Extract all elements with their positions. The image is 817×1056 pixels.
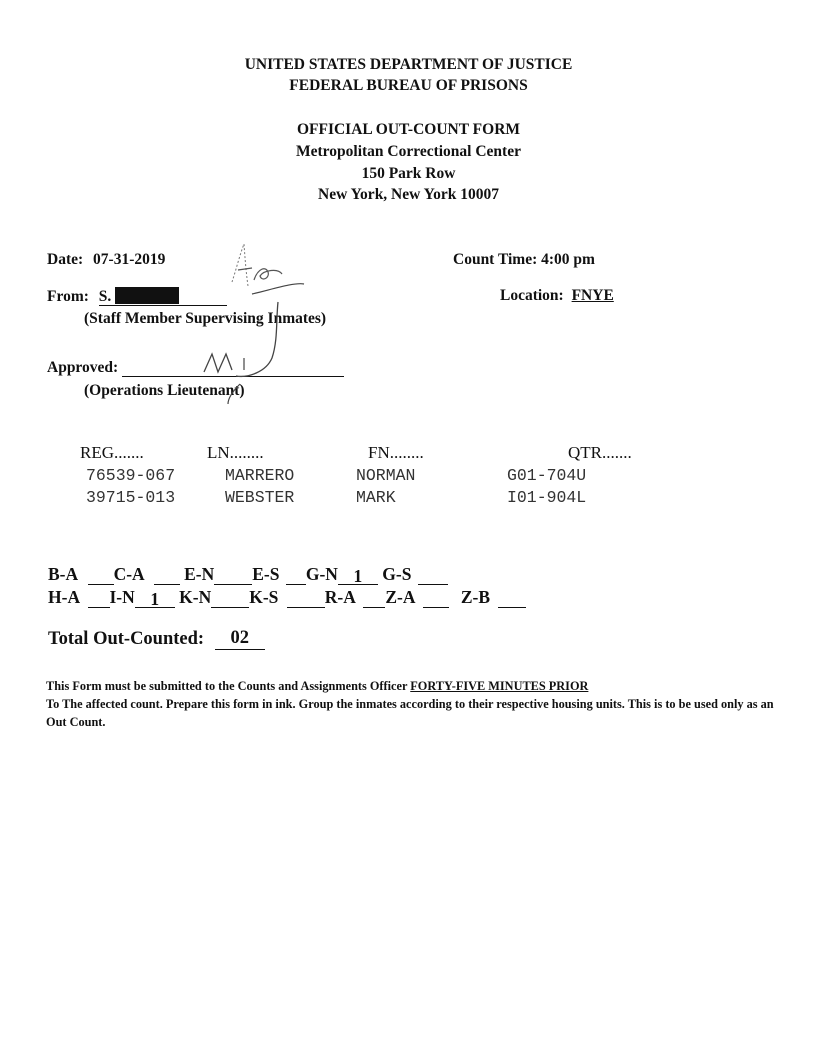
total-row bbox=[48, 628, 265, 650]
unit-label: E-S bbox=[252, 564, 280, 584]
unit-label: I-N bbox=[109, 587, 135, 607]
cell-reg: 39715-013 bbox=[86, 488, 176, 507]
from-caption: (Staff Member Supervising Inmates) bbox=[84, 310, 327, 327]
unit-label: G-N bbox=[305, 564, 338, 584]
total-value: 02 bbox=[215, 628, 265, 650]
dept-heading: UNITED STATES DEPARTMENT OF JUSTICE bbox=[244, 56, 573, 73]
cell-ln: MARRERO bbox=[225, 466, 295, 485]
unit-value bbox=[418, 566, 448, 585]
redaction-block bbox=[115, 287, 179, 304]
location-row bbox=[500, 287, 620, 305]
location-label: Location: bbox=[500, 287, 564, 304]
col-header-reg: REG....... bbox=[80, 443, 144, 462]
total-label: Total Out-Counted: bbox=[48, 629, 205, 649]
approved-label: Approved: bbox=[47, 359, 119, 376]
cell-reg: 76539-067 bbox=[86, 466, 176, 485]
cell-qtr: I01-904L bbox=[507, 488, 587, 507]
cell-ln: WEBSTER bbox=[225, 488, 295, 507]
instructions-line2: To The affected count. Prepare this form in ink. Group the inmates according to their respective housing units. This is to be used only as an Out Count. bbox=[46, 697, 774, 729]
unit-label: R-A bbox=[324, 587, 355, 607]
units-row-1 bbox=[48, 564, 448, 585]
count-time: Count Time: 4:00 pm bbox=[453, 251, 595, 268]
unit-value bbox=[286, 566, 306, 585]
approval-signature bbox=[182, 280, 322, 410]
unit-value bbox=[423, 589, 449, 608]
from-label: From: bbox=[47, 288, 89, 305]
units-row-2 bbox=[48, 587, 526, 608]
instructions bbox=[46, 677, 776, 731]
facility-name: Metropolitan Correctional Center bbox=[296, 143, 521, 160]
date-label: Date: bbox=[47, 251, 84, 268]
cell-fn: MARK bbox=[356, 488, 396, 507]
col-header-ln: LN........ bbox=[207, 443, 264, 462]
unit-value bbox=[363, 589, 385, 608]
unit-value bbox=[211, 589, 249, 608]
col-header-fn: FN........ bbox=[368, 443, 424, 462]
unit-label: H-A bbox=[48, 587, 80, 607]
cell-fn: NORMAN bbox=[356, 466, 416, 485]
unit-label: B-A bbox=[48, 564, 78, 584]
unit-value bbox=[498, 589, 526, 608]
unit-value: 1 bbox=[338, 566, 378, 585]
deadline-emphasis: FORTY-FIVE MINUTES PRIOR bbox=[410, 679, 589, 693]
unit-value bbox=[287, 589, 325, 608]
unit-value bbox=[154, 566, 180, 585]
form-title: OFFICIAL OUT-COUNT FORM bbox=[296, 121, 521, 138]
unit-label: Z-A bbox=[385, 587, 415, 607]
approved-caption: (Operations Lieutenant) bbox=[84, 382, 245, 399]
cell-qtr: G01-704U bbox=[507, 466, 587, 485]
unit-value: 1 bbox=[135, 589, 175, 608]
col-header-qtr: QTR....... bbox=[568, 443, 632, 462]
unit-label: K-N bbox=[179, 587, 212, 607]
instructions-line1: This Form must be submitted to the Counts and Assignments Officer bbox=[46, 679, 411, 693]
date-row bbox=[47, 251, 165, 269]
bureau-heading: FEDERAL BUREAU OF PRISONS bbox=[289, 77, 528, 94]
date-value: 07-31-2019 bbox=[93, 251, 166, 268]
unit-value bbox=[88, 589, 110, 608]
unit-label: C-A bbox=[113, 564, 144, 584]
facility-street: 150 Park Row bbox=[361, 165, 456, 182]
unit-label: Z-B bbox=[460, 587, 491, 607]
location-value: FNYE bbox=[571, 287, 614, 304]
unit-label: E-N bbox=[184, 564, 215, 584]
from-value: S. bbox=[98, 288, 112, 305]
unit-label: K-S bbox=[249, 587, 279, 607]
unit-label: G-S bbox=[382, 564, 412, 584]
facility-city: New York, New York 10007 bbox=[318, 186, 499, 203]
unit-value bbox=[214, 566, 252, 585]
unit-value bbox=[88, 566, 114, 585]
